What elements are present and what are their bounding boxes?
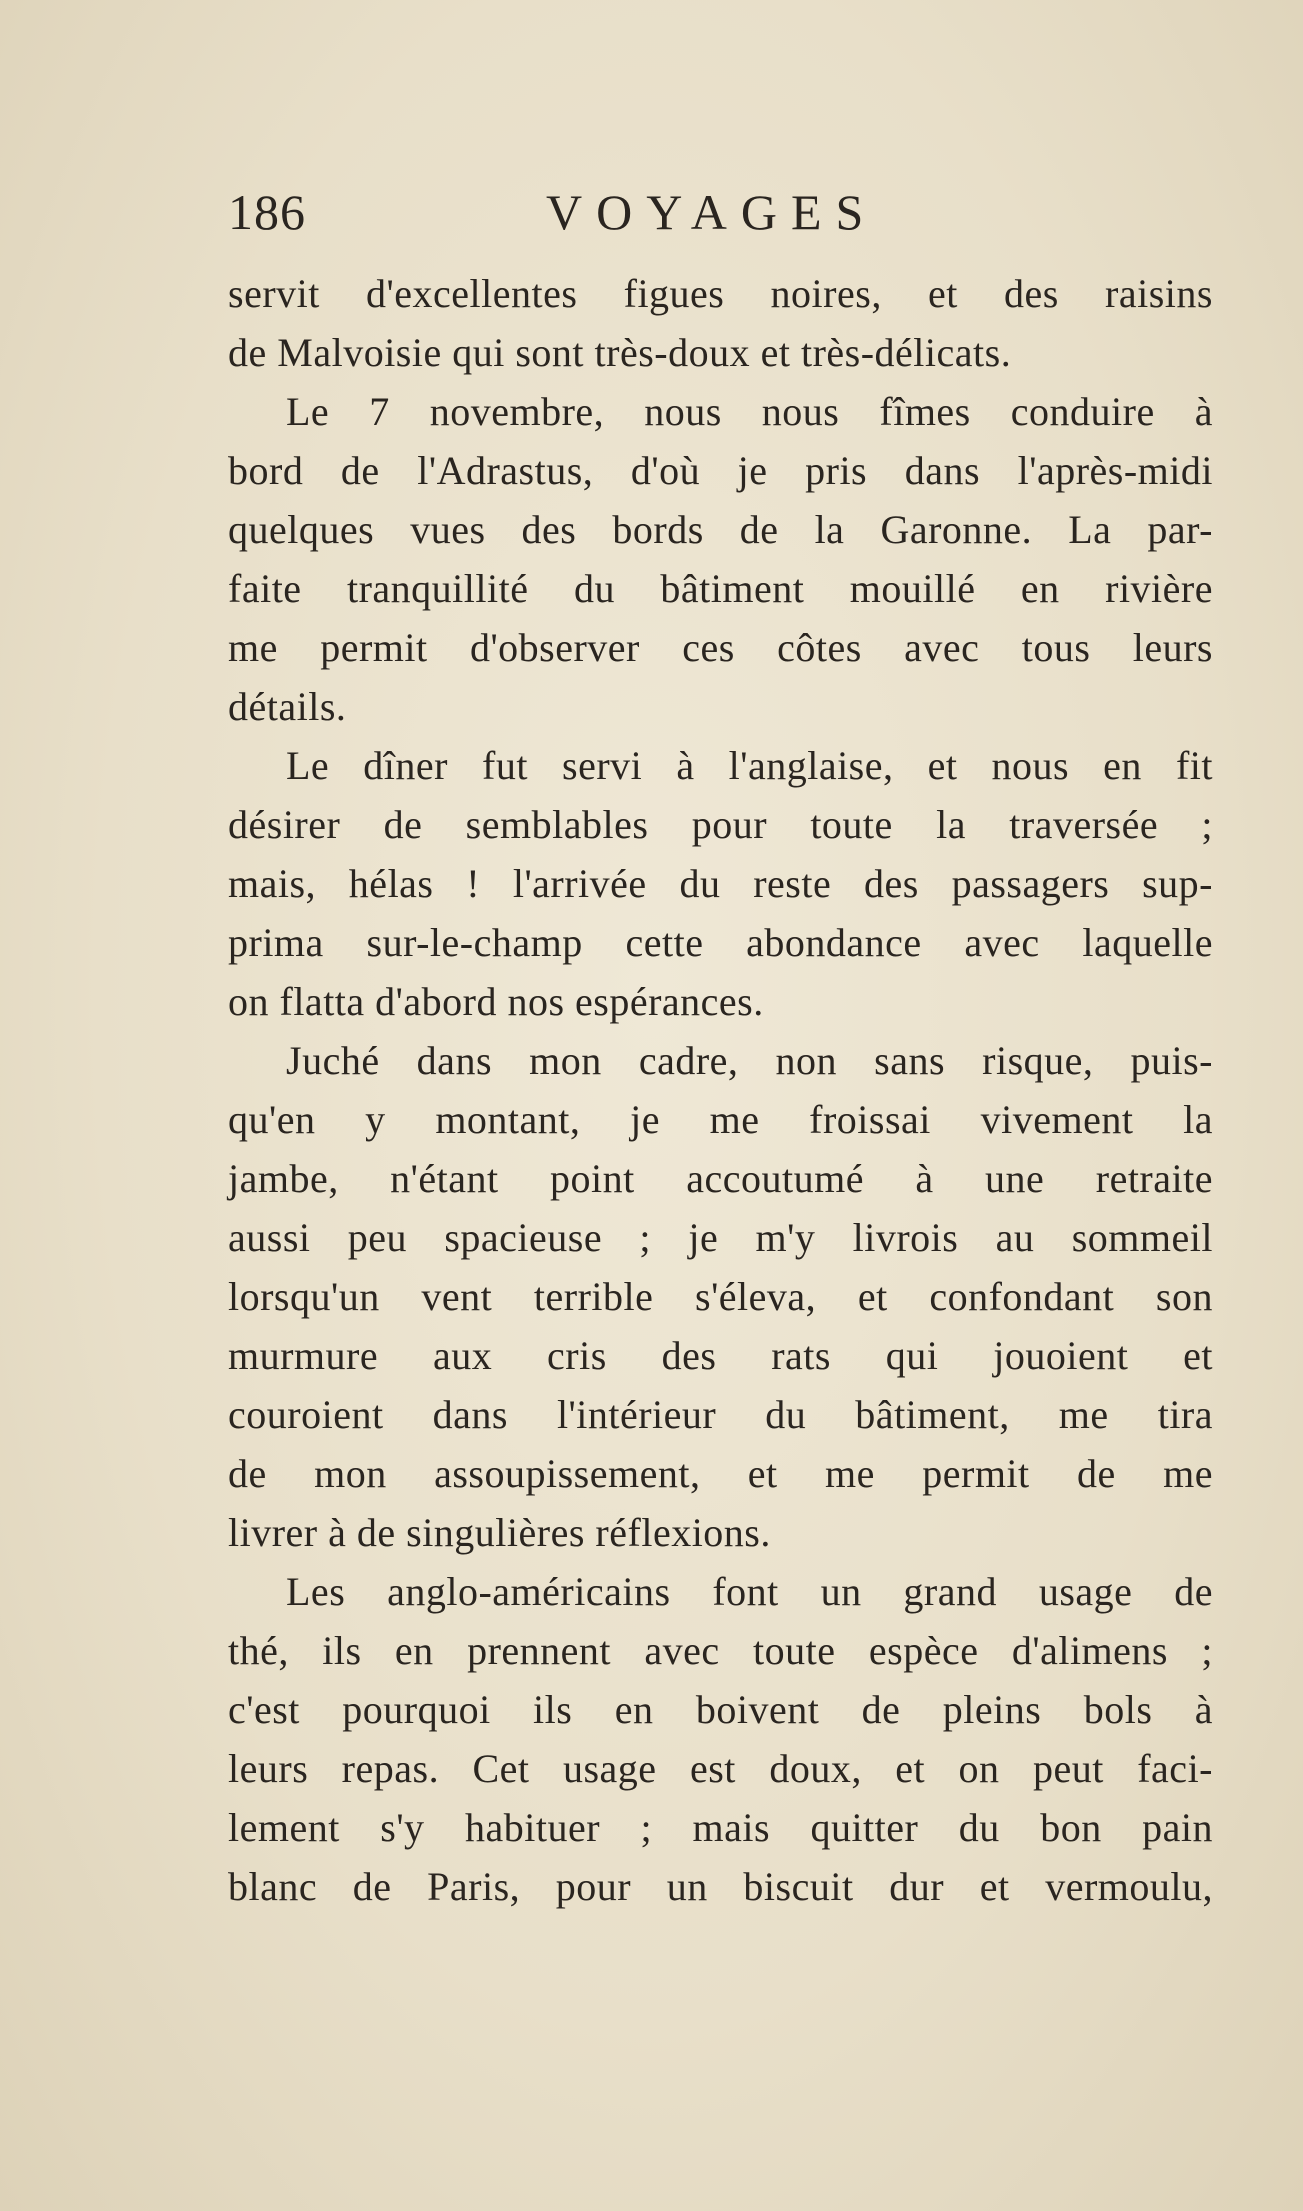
text-line: thé, ils en prennent avec toute espèce d'alimens ; xyxy=(228,1628,1213,1673)
text-line: mais, hélas ! l'arrivée du reste des passagers sup- xyxy=(228,861,1213,906)
text-line: de Malvoisie qui sont très-doux et très-délicats. xyxy=(228,330,1012,375)
text-line: Le 7 novembre, nous nous fîmes conduire à xyxy=(286,389,1213,434)
text-line: prima sur-le-champ cette abondance avec laquelle xyxy=(228,920,1213,965)
text-line: Le dîner fut servi à l'anglaise, et nous en fit xyxy=(286,743,1213,788)
text-line: qu'en y montant, je me froissai vivement la xyxy=(228,1097,1213,1142)
text-line: bord de l'Adrastus, d'où je pris dans l'après-midi xyxy=(228,448,1213,493)
text-line: livrer à de singulières réflexions. xyxy=(228,1510,771,1555)
text-line: de mon assoupissement, et me permit de me xyxy=(228,1451,1213,1496)
paragraph-4 xyxy=(228,1031,1213,1562)
text-line: c'est pourquoi ils en boivent de pleins bols à xyxy=(228,1687,1213,1732)
text-line: blanc de Paris, pour un biscuit dur et vermoulu, xyxy=(228,1864,1213,1909)
text-line: murmure aux cris des rats qui jouoient et xyxy=(228,1333,1213,1378)
text-line: aussi peu spacieuse ; je m'y livrois au sommeil xyxy=(228,1215,1213,1260)
text-line: lement s'y habituer ; mais quitter du bon pain xyxy=(228,1805,1213,1850)
paragraph-1 xyxy=(228,264,1213,382)
body-text xyxy=(228,264,1213,1916)
text-line: Les anglo-américains font un grand usage de xyxy=(286,1569,1213,1614)
text-line: faite tranquillité du bâtiment mouillé en rivière xyxy=(228,566,1213,611)
text-line: désirer de semblables pour toute la traversée ; xyxy=(228,802,1213,847)
text-line: couroient dans l'intérieur du bâtiment, me tira xyxy=(228,1392,1213,1437)
text-line: Juché dans mon cadre, non sans risque, puis- xyxy=(286,1038,1213,1083)
running-title: VOYAGES xyxy=(546,184,878,240)
text-line: on flatta d'abord nos espérances. xyxy=(228,979,764,1024)
page-header xyxy=(228,183,1228,253)
text-line: lorsqu'un vent terrible s'éleva, et confondant son xyxy=(228,1274,1213,1319)
text-line: détails. xyxy=(228,684,347,729)
text-line: me permit d'observer ces côtes avec tous leurs xyxy=(228,625,1213,670)
paragraph-3 xyxy=(228,736,1213,1031)
text-line: jambe, n'étant point accoutumé à une retraite xyxy=(228,1156,1213,1201)
text-line: servit d'excellentes figues noires, et des raisins xyxy=(228,271,1213,316)
paragraph-5 xyxy=(228,1562,1213,1916)
paragraph-2 xyxy=(228,382,1213,736)
text-line: quelques vues des bords de la Garonne. La par- xyxy=(228,507,1213,552)
text-line: leurs repas. Cet usage est doux, et on peut faci- xyxy=(228,1746,1213,1791)
page-number: 186 xyxy=(228,184,306,240)
